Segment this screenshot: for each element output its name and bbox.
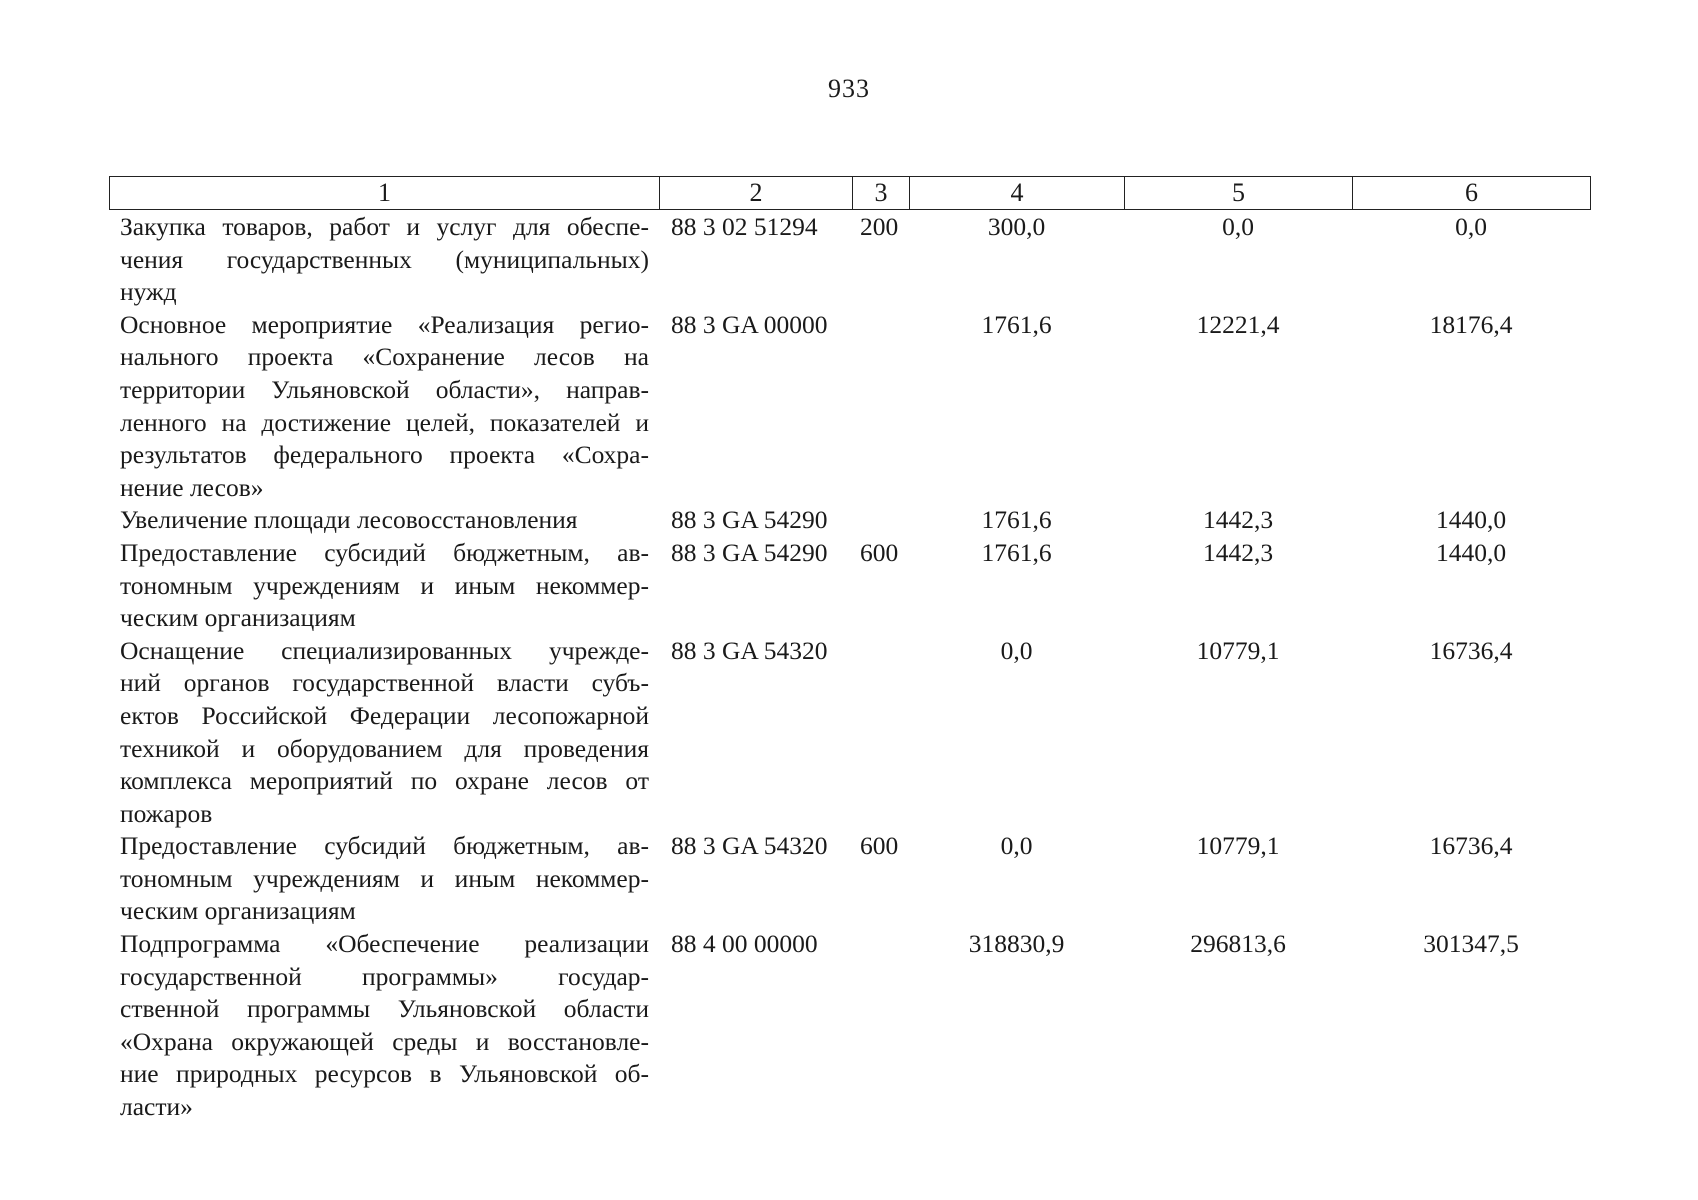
row-value-year-1: 0,0 [1000,635,1033,665]
row-value-year-2: 1442,3 [1202,537,1274,567]
description-line: Предоставление субсидий бюджетным, ав- [120,831,649,861]
row-expense-type-cell [852,830,909,863]
row-code: 88 3 GA 54290 [671,505,828,535]
row-value-year-1-cell [909,635,1124,668]
table-row [109,211,1590,309]
row-value-year-1: 1761,6 [981,309,1052,339]
table-row [109,635,1590,831]
row-value-year-2-cell [1124,928,1352,961]
column-number-2: 2 [660,177,853,210]
row-value-year-1-cell [909,537,1124,570]
row-value-year-3-cell [1352,928,1590,961]
table-row [109,928,1590,1124]
description-line: тономным учреждениям и иным некоммер- [120,570,649,600]
description-line: результатов федерального проекта «Сохра- [120,440,649,470]
row-description [109,504,659,537]
column-number-1: 1 [110,177,660,210]
row-expense-type: 600 [860,537,899,567]
description-line: Основное мероприятие «Реализация регио- [120,309,649,339]
row-value-year-3: 0,0 [1455,212,1487,241]
row-description [109,635,659,831]
description-line: нение лесов» [120,472,264,502]
column-number-header [109,176,1591,210]
description-line: ческим организациям [120,896,356,926]
row-value-year-2-cell [1124,309,1352,342]
row-value-year-2: 296813,6 [1190,929,1286,959]
row-code-cell [659,830,852,863]
description-line: ний органов государственной власти субъ- [120,668,649,698]
description-line: Подпрограмма «Обеспечение реализации [120,929,649,959]
row-code-cell [659,537,852,570]
description-line: ние природных ресурсов в Ульяновской об- [120,1059,649,1089]
row-description [109,830,659,928]
row-code: 88 3 GA 00000 [671,309,828,339]
description-line: техникой и оборудованием для проведения [120,733,649,763]
description-line: ектов Российской Федерации лесопожарной [120,700,649,730]
description-line: комплекса мероприятий по охране лесов от [120,766,649,796]
column-number-5: 5 [1125,177,1353,210]
row-code: 88 4 00 00000 [671,929,818,959]
row-description [109,537,659,635]
budget-table-body [109,211,1590,1124]
row-value-year-2-cell [1124,537,1352,570]
description-line: пожаров [120,798,213,828]
description-line: ческим организациям [120,603,356,633]
row-value-year-3-cell [1352,830,1590,863]
column-number-4: 4 [910,177,1125,210]
row-code-cell [659,504,852,537]
table-row [109,830,1590,928]
row-value-year-1: 0,0 [1000,831,1033,861]
column-number-6: 6 [1353,177,1591,210]
row-value-year-3: 18176,4 [1429,309,1513,339]
row-value-year-1-cell [909,211,1124,244]
table-row [109,309,1590,505]
description-line: ласти» [120,1092,193,1122]
row-expense-type: 600 [860,831,899,861]
row-value-year-2-cell [1124,635,1352,668]
row-value-year-2: 1442,3 [1202,505,1274,535]
column-number-3: 3 [853,177,910,210]
row-value-year-3-cell [1352,211,1590,244]
row-value-year-1-cell [909,830,1124,863]
description-line: ленного на достижение целей, показателей и [120,407,649,437]
description-line: нужд [120,277,177,307]
description-line: нального проекта «Сохранение лесов на [120,342,649,372]
row-description [109,928,659,1124]
page-number: 933 [828,74,870,103]
table-row [109,537,1590,635]
row-value-year-1: 300,0 [987,212,1046,241]
row-value-year-3: 301347,5 [1423,929,1519,959]
row-value-year-1: 318830,9 [968,929,1065,959]
row-value-year-1-cell [909,504,1124,537]
row-code: 88 3 GA 54320 [671,635,828,665]
description-line: ственной программы Ульяновской области [120,994,649,1024]
row-code: 88 3 GA 54290 [671,537,828,567]
row-code-cell [659,211,852,244]
description-line: территории Ульяновской области», направ- [120,374,649,404]
row-description [109,309,659,505]
row-value-year-2-cell [1124,830,1352,863]
row-value-year-1-cell [909,309,1124,342]
description-line: Закупка товаров, работ и услуг для обеспе- [120,212,649,241]
description-line: Увеличение площади лесовосстановления [120,505,578,535]
description-line: Оснащение специализированных учрежде- [120,635,649,665]
row-value-year-2-cell [1124,211,1352,244]
description-line: государственной программы» государ- [120,961,649,991]
description-line: тономным учреждениям и иным некоммер- [120,863,649,893]
row-value-year-3: 1440,0 [1435,537,1507,567]
row-description [109,211,659,309]
row-value-year-3-cell [1352,504,1590,537]
row-code: 88 3 GA 54320 [671,831,828,861]
row-code-cell [659,635,852,668]
row-value-year-1: 1761,6 [981,537,1052,567]
row-value-year-3: 16736,4 [1429,635,1513,665]
row-value-year-2: 10779,1 [1196,831,1280,861]
row-value-year-3: 16736,4 [1429,831,1513,861]
row-value-year-1: 1761,6 [981,505,1052,535]
row-code-cell [659,928,852,961]
row-value-year-3-cell [1352,537,1590,570]
row-value-year-2: 10779,1 [1196,635,1280,665]
table-row [109,504,1590,537]
row-expense-type-cell [852,537,909,570]
row-value-year-2: 0,0 [1222,212,1254,241]
description-line: «Охрана окружающей среды и восстановле- [120,1026,649,1056]
description-line: чения государственных (муниципальных) [120,244,649,274]
row-code: 88 3 02 51294 [671,212,818,241]
row-value-year-3: 1440,0 [1435,505,1507,535]
row-expense-type: 200 [860,212,899,241]
row-value-year-2-cell [1124,504,1352,537]
row-expense-type-cell [852,211,909,244]
row-value-year-1-cell [909,928,1124,961]
row-value-year-3-cell [1352,309,1590,342]
row-value-year-3-cell [1352,635,1590,668]
row-code-cell [659,309,852,342]
description-line: Предоставление субсидий бюджетным, ав- [120,537,649,567]
row-value-year-2: 12221,4 [1196,309,1280,339]
